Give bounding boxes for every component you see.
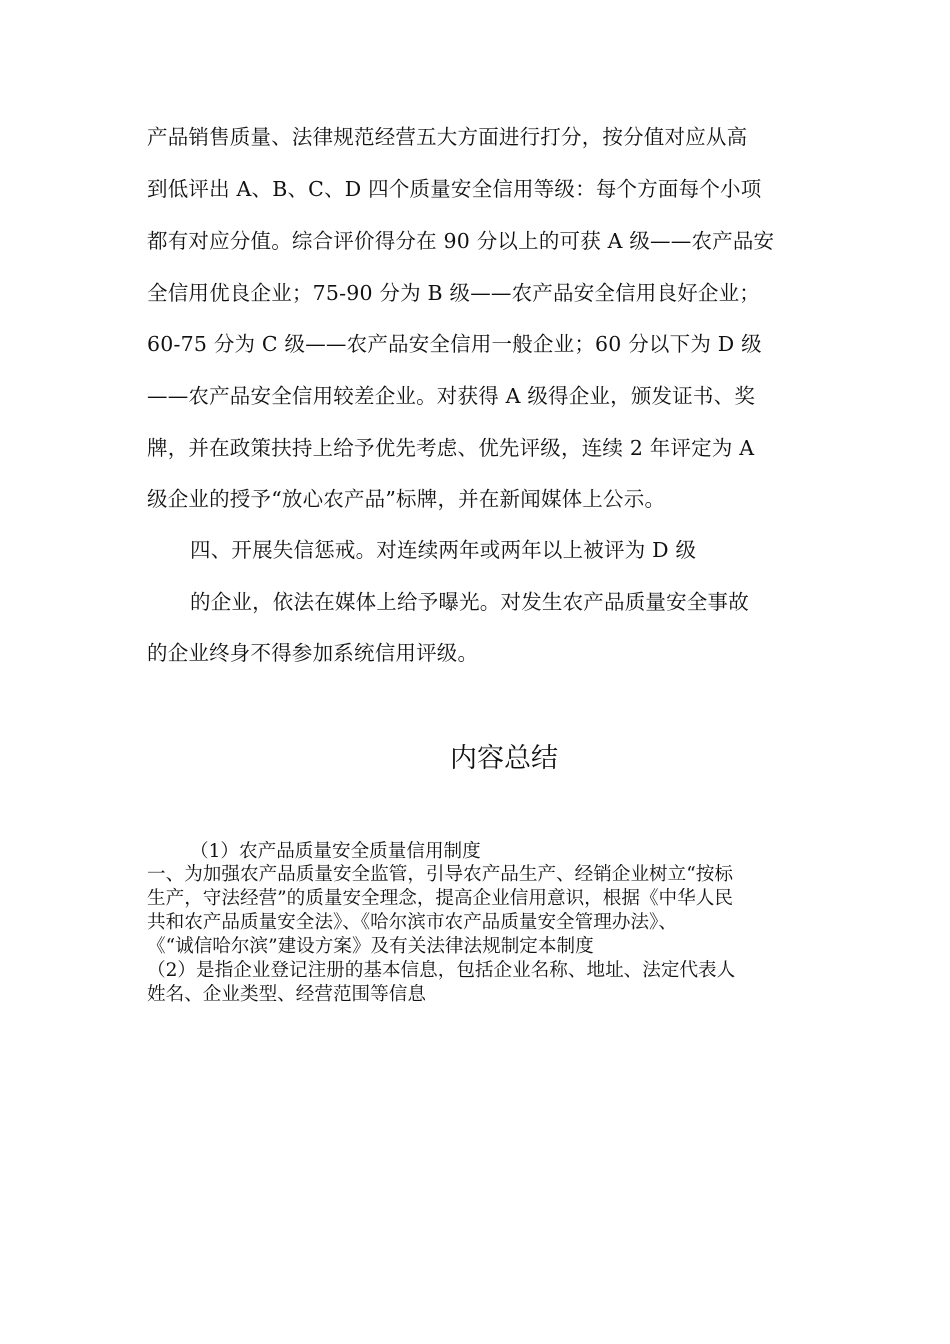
body-line-9: 四、开展失信惩戒。对连续两年或两年以上被评为 D 级 [190, 538, 697, 562]
summary-line-2: 一、为加强农产品质量安全监管，引导农产品生产、经销企业树立“按标 [147, 864, 733, 885]
summary-line-4: 共和农产品质量安全法》、《哈尔滨市农产品质量安全管理办法》、 [147, 912, 677, 933]
body-line-6: ——农产品安全信用较差企业。对获得 A 级得企业，颁发证书、奖 [147, 384, 756, 408]
body-line-2: 到低评出 A、B、C、D 四个质量安全信用等级：每个方面每个小项 [147, 177, 762, 201]
body-line-4: 全信用优良企业；75-90 分为 B 级——农产品安全信用良好企业； [147, 281, 761, 305]
body-line-1: 产品销售质量、法律规范经营五大方面进行打分，按分值对应从高 [147, 125, 748, 149]
summary-line-6: （2）是指企业登记注册的基本信息，包括企业名称、地址、法定代表人 [147, 960, 736, 981]
body-line-3: 都有对应分值。综合评价得分在 90 分以上的可获 A 级——农产品安 [147, 229, 775, 253]
summary-line-5: 《“诚信哈尔滨”建设方案》及有关法律法规制定本制度 [147, 936, 594, 957]
summary-title: 内容总结 [450, 743, 558, 774]
summary-line-7: 姓名、企业类型、经营范围等信息 [147, 984, 426, 1005]
body-line-7: 牌，并在政策扶持上给予优先考虑、优先评级，连续 2 年评定为 A [147, 436, 755, 460]
summary-line-3: 生产，守法经营”的质量安全理念，提高企业信用意识，根据《中华人民 [147, 888, 733, 909]
body-line-8: 级企业的授予“放心农产品”标牌，并在新闻媒体上公示。 [147, 487, 666, 511]
summary-line-1: （1）农产品质量安全质量信用制度 [190, 841, 481, 862]
body-line-10: 的企业，依法在媒体上给予曝光。对发生农产品质量安全事故 [190, 590, 749, 614]
body-line-5: 60-75 分为 C 级——农产品安全信用一般企业；60 分以下为 D 级 [147, 332, 762, 356]
body-line-11: 的企业终身不得参加系统信用评级。 [147, 641, 479, 665]
